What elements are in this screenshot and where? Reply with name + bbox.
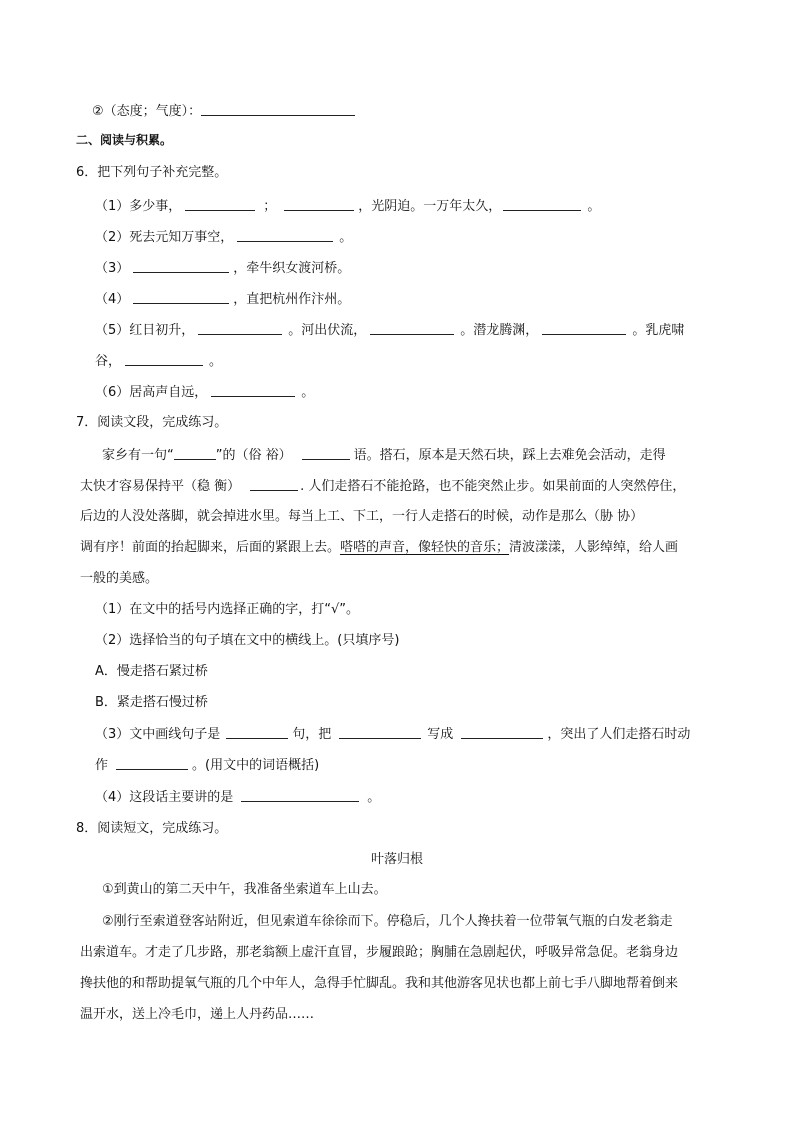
- q7-sub4-text: （4）这段话主要讲的是: [95, 790, 234, 805]
- answer-blank[interactable]: [542, 320, 626, 335]
- q7-stem: 7．阅读文段，完成练习。: [76, 415, 228, 430]
- q7-sub4-end: 。: [367, 790, 381, 805]
- q7-sub3-text: 句，把: [292, 727, 332, 742]
- q7-sub3-text: ，突出了人们走搭石时动: [547, 727, 691, 742]
- q7-sub4: [95, 787, 380, 808]
- answer-blank[interactable]: [133, 258, 229, 273]
- q6-item5-text: 。河出伏流，: [288, 323, 367, 338]
- underlined-sentence: 嗒嗒的声音，像轻快的音乐；: [340, 540, 510, 555]
- answer-blank[interactable]: [241, 787, 359, 802]
- q7-sub3-line1: [95, 724, 690, 745]
- q6-item5-text: 。潜龙腾渊，: [460, 323, 539, 338]
- answer-blank[interactable]: [133, 289, 229, 304]
- para-text: . 人们走搭石不能抢路，也不能突然止步。如果前面的人突然停住，: [300, 479, 686, 494]
- q6-item5-line2: [95, 351, 222, 372]
- q6-item6-end: 。: [301, 385, 315, 400]
- q7-para-line4: [80, 538, 678, 558]
- q6-item5-line1: [95, 320, 684, 341]
- q6-item4-num: （4）: [95, 292, 130, 307]
- q7-para-line3: 后边的人没处落脚，就会掉进水里。每当上工、下工，一行人走搭石的时候，动作是那么（胁 协）: [80, 509, 644, 524]
- q7-sub3-text: （3）文中画线句子是: [95, 727, 221, 742]
- q6-item2: [95, 227, 352, 248]
- q6-item5-end: 。: [209, 354, 223, 369]
- para-text: 语。搭石，原本是天然石块，踩上去难免会活动，走得: [353, 448, 666, 463]
- q7-para-line5: 一般的美感。: [80, 571, 159, 586]
- article-para1: ①到黄山的第二天中午，我准备坐索道车上山去。: [102, 882, 387, 897]
- answer-blank[interactable]: [125, 351, 203, 366]
- answer-blank[interactable]: [211, 382, 295, 397]
- answer-blank[interactable]: [237, 227, 333, 242]
- answer-blank[interactable]: [226, 724, 288, 739]
- answer-blank[interactable]: [284, 196, 354, 211]
- answer-blank[interactable]: [201, 101, 355, 116]
- section-title: 二、阅读与积累。: [76, 133, 173, 147]
- q6-item1-text: ，光阴迫。一万年太久，: [358, 199, 502, 214]
- q6-item4-text: ，直把杭州作汴州。: [233, 292, 351, 307]
- article-para2-line4: 温开水，送上冷毛巾，递上人丹药品……: [80, 1007, 315, 1022]
- answer-blank[interactable]: [116, 755, 188, 770]
- q5-item2-label: （态度；气度）：: [103, 104, 202, 119]
- answer-blank[interactable]: [174, 445, 216, 460]
- q6-item1: [95, 196, 600, 217]
- para-text: ”的（俗 裕）: [215, 448, 292, 463]
- q6-item5-text: 。乳虎啸: [632, 323, 685, 338]
- answer-blank[interactable]: [370, 320, 454, 335]
- answer-blank[interactable]: [461, 724, 543, 739]
- q6-item1-end: 。: [587, 199, 601, 214]
- q6-item3: [95, 258, 350, 279]
- article-title: 叶落归根: [370, 852, 423, 867]
- q5-item2: [92, 101, 355, 122]
- circled-number: ②: [92, 104, 104, 119]
- para-text: 家乡有一句“: [102, 448, 174, 463]
- q7-option-b: B．紧走搭石慢过桥: [95, 695, 208, 710]
- q7-sub3-text: 写成: [427, 727, 454, 742]
- answer-blank[interactable]: [250, 476, 298, 491]
- q6-item3-num: （3）: [95, 261, 130, 276]
- q7-sub1: （1）在文中的括号内选择正确的字，打“√”。: [95, 602, 360, 617]
- answer-blank[interactable]: [198, 320, 282, 335]
- answer-blank[interactable]: [302, 445, 350, 460]
- para-text: 太快才容易保持平（稳 衡）: [80, 479, 241, 494]
- answer-blank[interactable]: [339, 724, 421, 739]
- q6-item6-text: （6）居高声自远，: [95, 385, 208, 400]
- q7-para-line1: [102, 445, 666, 466]
- q7-sub3-text: 作: [95, 758, 109, 773]
- q8-stem: 8．阅读短文，完成练习。: [76, 821, 228, 836]
- q6-item4: [95, 289, 350, 310]
- q6-item1-semicolon: ；: [263, 199, 277, 214]
- q6-stem: 6．把下列句子补充完整。: [76, 165, 228, 180]
- article-para2-line1: ②刚行至索道登客站附近，但见索道车徐徐而下。停稳后，几个人搀扶着一位带氧气瓶的白发老翁走: [102, 914, 673, 929]
- q6-item2-text: （2）死去元知万事空，: [95, 230, 234, 245]
- q6-item3-text: ，牵牛织女渡河桥。: [233, 261, 351, 276]
- answer-blank[interactable]: [185, 196, 255, 211]
- para-text: 调有序！前面的抬起脚来，后面的紧跟上去。: [80, 540, 341, 555]
- q7-sub2: （2）选择恰当的句子填在文中的横线上。(只填序号): [95, 633, 400, 648]
- article-para2-line3: 搀扶他的和帮助提氧气瓶的几个中年人，急得手忙脚乱。我和其他游客见状也都上前七手八脚地帮着倒来: [80, 976, 679, 991]
- q7-sub3-text: 。(用文中的词语概括): [192, 758, 320, 773]
- para-text: 清波漾漾，人影绰绰，给人画: [509, 540, 679, 555]
- article-para2-line2: 出索道车。才走了几步路，那老翁额上虚汗直冒，步履踉跄；胸脯在急剧起伏，呼吸异常急促。老翁身边: [80, 945, 679, 960]
- q7-sub3-line2: [95, 755, 319, 776]
- q7-option-a: A．慢走搭石紧过桥: [95, 664, 208, 679]
- q6-item5-text: （5）红日初升，: [95, 323, 195, 338]
- q6-item6: [95, 382, 314, 403]
- q6-item2-end: 。: [339, 230, 353, 245]
- q6-item1-text: （1）多少事，: [95, 199, 182, 214]
- answer-blank[interactable]: [503, 196, 581, 211]
- q7-para-line2: [80, 476, 685, 497]
- q6-item5-text: 谷，: [95, 354, 122, 369]
